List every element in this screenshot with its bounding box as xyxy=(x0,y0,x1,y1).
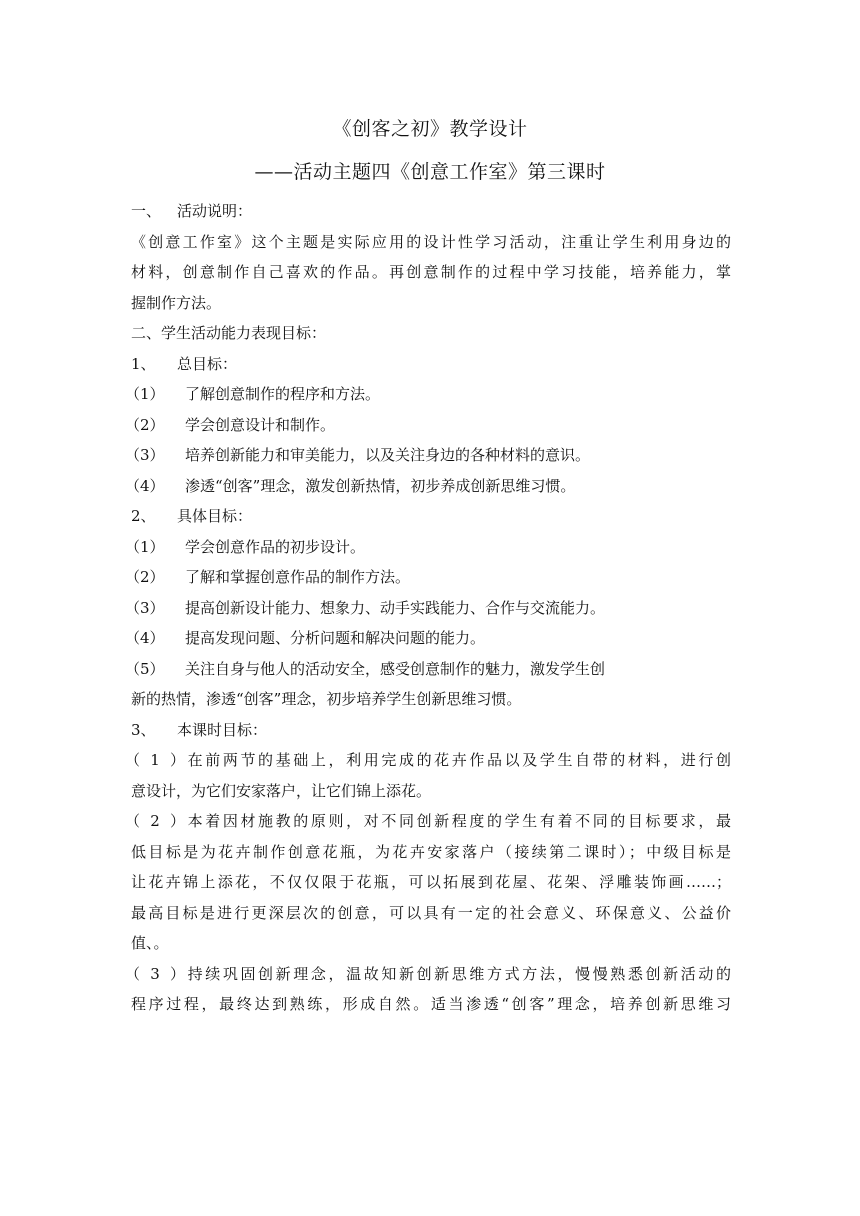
list-item-text: 渗透“创客”理念，激发创新热情，初步养成创新思维习惯。 xyxy=(185,476,576,495)
list-item xyxy=(125,806,731,837)
paragraph-line: 材料，创意制作自己喜欢的作品。再创意制作的过程中学习技能，培养能力，掌 xyxy=(131,263,731,281)
list-item-continuation: 低目标是为花卉制作创意花瓶，为花卉安家落户（接续第二课时）；中级目标是 xyxy=(131,842,731,861)
list-item-number: （2） xyxy=(125,568,165,586)
list-item-number: （4） xyxy=(125,476,165,495)
list-item xyxy=(125,379,731,410)
list-item xyxy=(125,562,731,593)
list-item-text: 培养创新能力和审美能力，以及关注身边的各种材料的意识。 xyxy=(185,446,591,464)
list-item xyxy=(125,623,731,654)
document-body xyxy=(125,196,731,1020)
list-item-continuation: 新的热情，渗透“创客”理念，初步培养学生创新思维习惯。 xyxy=(131,690,522,708)
list-item-number: （2） xyxy=(125,812,185,830)
list-item-continuation: 意设计，为它们安家落户，让它们锦上添花。 xyxy=(131,781,432,800)
list-item-text: 在前两节的基础上，利用完成的花卉作品以及学生自带的材料，进行创 xyxy=(185,751,731,769)
paragraph-line: 《创意工作室》这个主题是实际应用的设计性学习活动，注重让学生利用身边的 xyxy=(131,232,731,251)
list-item-text: 了解创意制作的程序和方法。 xyxy=(185,385,381,403)
list-item xyxy=(125,959,731,990)
subsection-number: 1、 xyxy=(131,354,156,373)
list-item-number: （5） xyxy=(125,659,165,678)
list-item-text: 本着因材施教的原则，对不同创新程度的学生有着不同的目标要求，最 xyxy=(185,812,731,830)
list-item-text: 提高发现问题、分析问题和解决问题的能力。 xyxy=(185,629,486,647)
subsection-number: 3、 xyxy=(131,720,156,739)
list-item-number: （3） xyxy=(125,964,185,983)
list-item-continuation: 值、。 xyxy=(131,934,169,952)
list-item-number: （1） xyxy=(125,385,165,403)
list-item-number: （3） xyxy=(125,446,165,464)
list-item-text: 学会创意设计和制作。 xyxy=(185,415,336,434)
document-title: 《创客之初》教学设计 xyxy=(332,118,528,140)
subsection-number: 2、 xyxy=(131,507,156,525)
list-item xyxy=(125,745,731,776)
list-item xyxy=(125,654,731,685)
list-item xyxy=(125,471,731,502)
paragraph-line: 握制作方法。 xyxy=(131,293,222,312)
subsection-heading-text: 具体目标： xyxy=(177,507,253,525)
list-item-number: （2） xyxy=(125,415,165,434)
list-item xyxy=(125,593,731,624)
list-item-continuation: 让花卉锦上添花，不仅仅限于花瓶，可以拓展到花屋、花架、浮雕装饰画……； xyxy=(131,873,731,891)
section-heading-1 xyxy=(131,196,731,227)
list-item-text: 了解和掌握创意作品的制作方法。 xyxy=(185,568,411,586)
section-heading-2: 二、学生活动能力表现目标： xyxy=(131,324,327,342)
list-item xyxy=(125,532,731,563)
subsection-heading-text: 本课时目标： xyxy=(177,720,268,739)
subsection-heading-lesson xyxy=(131,715,731,746)
list-item xyxy=(125,440,731,471)
list-item-text: 关注自身与他人的活动安全，感受创意制作的魅力，激发学生创 xyxy=(185,659,606,678)
list-item-text: 提高创新设计能力、想象力、动手实践能力、合作与交流能力。 xyxy=(185,598,606,617)
list-item-text: 学会创意作品的初步设计。 xyxy=(185,537,366,556)
list-item-number: （1） xyxy=(125,537,165,556)
list-item xyxy=(125,410,731,441)
list-item-continuation: 最高目标是进行更深层次的创意，可以具有一定的社会意义、环保意义、公益价 xyxy=(131,903,731,922)
document-subtitle: ——活动主题四《创意工作室》第三课时 xyxy=(254,161,606,183)
list-item-number: （1） xyxy=(125,751,185,769)
section-heading-text: 活动说明： xyxy=(177,202,253,220)
list-item-number: （4） xyxy=(125,629,165,647)
subsection-heading-text: 总目标： xyxy=(177,354,238,373)
list-item-continuation: 程序过程，最终达到熟练，形成自然。适当渗透“创客”理念，培养创新思维习 xyxy=(131,995,731,1013)
subsection-heading-overall xyxy=(131,349,731,380)
section-number: 一、 xyxy=(131,202,162,220)
list-item-number: （3） xyxy=(125,598,165,617)
subsection-heading-specific xyxy=(131,501,731,532)
list-item-text: 持续巩固创新理念，温故知新创新思维方式方法，慢慢熟悉创新活动的 xyxy=(185,964,731,983)
